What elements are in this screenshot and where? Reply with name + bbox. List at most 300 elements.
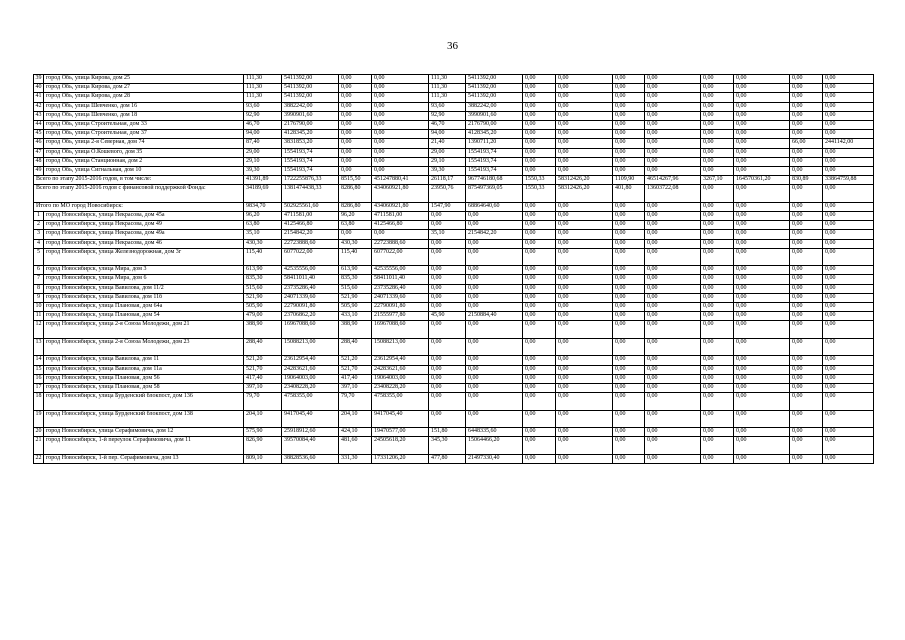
table-row [34,321,874,339]
area-cell: 0,00 [701,275,734,284]
cost-cell: 0,00 [734,157,790,166]
area-cell: 397,10 [339,383,372,392]
cost-cell: 0,00 [466,239,523,248]
area-cell: 0,00 [613,293,645,302]
cost-cell: 0,00 [556,75,613,84]
cost-cell: 0,00 [372,139,429,148]
table-row [34,383,874,392]
area-cell: 111,30 [429,84,466,93]
cost-cell: 0,00 [734,275,790,284]
cost-cell: 0,00 [645,166,701,175]
cost-cell: 22723888,60 [372,239,429,248]
address-cell: город Новосибирск, улица Плановая, дом 56 [44,374,244,383]
cost-cell: 23408228,20 [372,383,429,392]
cost-cell: 24071339,60 [282,293,339,302]
area-cell: 809,10 [244,454,282,463]
area-cell: 0,00 [701,393,734,411]
area-cell: 0,00 [429,374,466,383]
area-cell: 0,00 [613,102,645,111]
area-cell: 94,00 [244,130,282,139]
cost-cell: 0,00 [556,102,613,111]
cost-cell: 1554193,74 [466,166,523,175]
area-cell: 0,00 [790,410,823,428]
area-cell: 0,00 [523,383,556,392]
table-row [34,410,874,428]
area-cell: 35,10 [429,230,466,239]
cost-cell: 0,00 [734,321,790,339]
row-index-cell: 42 [34,102,44,111]
cost-cell: 16967088,60 [372,321,429,339]
cost-cell: 0,00 [556,93,613,102]
area-cell: 0,00 [429,338,466,356]
row-index-cell: 47 [34,148,44,157]
area-cell: 0,00 [523,437,556,455]
area-cell: 21,40 [429,139,466,148]
area-cell: 0,00 [790,356,823,365]
area-cell: 0,00 [790,293,823,302]
area-cell: 0,00 [701,293,734,302]
table-row [34,356,874,365]
address-cell: город Новосибирск, улица Вавилова, дом 11 [44,356,244,365]
address-cell: город Обь, улица Кирова, дом 25 [44,75,244,84]
area-cell: 0,00 [429,293,466,302]
cost-cell: 38828536,60 [282,454,339,463]
cost-cell: 0,00 [466,302,523,311]
cost-cell: 0,00 [556,157,613,166]
cost-cell: 0,00 [823,202,874,211]
cost-cell: 0,00 [372,93,429,102]
cost-cell: 1554193,74 [282,166,339,175]
row-index-cell: 46 [34,139,44,148]
cost-cell: 0,00 [556,111,613,120]
cost-cell: 24505618,20 [372,437,429,455]
cost-cell: 0,00 [645,428,701,437]
cost-cell: 5411392,00 [282,84,339,93]
cost-cell: 0,00 [645,230,701,239]
area-cell: 0,00 [701,139,734,148]
area-cell: 3267,10 [701,176,734,185]
area-cell: 8286,80 [339,202,372,211]
area-cell: 0,00 [429,321,466,339]
cost-cell: 25918912,60 [282,428,339,437]
area-cell: 0,00 [339,130,372,139]
area-cell: 0,00 [613,157,645,166]
cost-cell: 4758355,00 [372,393,429,411]
row-index-cell: 8 [34,284,44,293]
area-cell: 0,00 [523,365,556,374]
area-cell: 830,89 [790,176,823,185]
area-cell: 0,00 [790,93,823,102]
cost-cell: 0,00 [734,211,790,220]
cost-cell: 42535556,00 [372,266,429,275]
area-cell: 521,20 [244,356,282,365]
cost-cell: 5411392,00 [466,84,523,93]
area-cell: 0,00 [701,410,734,428]
area-cell: 0,00 [523,338,556,356]
cost-cell: 0,00 [372,84,429,93]
area-cell: 94,00 [429,130,466,139]
cost-cell: 0,00 [734,239,790,248]
area-cell: 0,00 [701,211,734,220]
area-cell: 0,00 [339,139,372,148]
cost-cell: 0,00 [645,102,701,111]
table-row [34,221,874,230]
row-index-cell: 44 [34,120,44,129]
cost-cell: 4128345,20 [466,130,523,139]
cost-cell: 0,00 [556,321,613,339]
cost-cell: 0,00 [823,312,874,321]
cost-cell: 0,00 [466,356,523,365]
cost-cell: 0,00 [734,428,790,437]
cost-cell: 0,00 [466,266,523,275]
cost-cell: 0,00 [823,75,874,84]
cost-cell: 0,00 [823,410,874,428]
cost-cell: 0,00 [645,321,701,339]
address-cell: город Обь, улица Станционная, дом 2 [44,157,244,166]
area-cell: 521,70 [244,365,282,374]
area-cell: 0,00 [790,221,823,230]
area-cell: 1109,90 [613,176,645,185]
area-cell: 0,00 [523,130,556,139]
cost-cell: 0,00 [645,84,701,93]
area-cell: 111,30 [244,75,282,84]
cost-cell: 58411011,40 [282,275,339,284]
area-cell: 0,00 [701,266,734,275]
cost-cell: 22790091,80 [282,302,339,311]
area-cell: 0,00 [613,139,645,148]
cost-cell: 1381474438,33 [282,185,339,203]
area-cell: 0,00 [523,111,556,120]
address-cell: город Новосибирск, 1-й переулок Серафимовича, дом 11 [44,437,244,455]
area-cell: 0,00 [790,284,823,293]
table-row [34,312,874,321]
area-cell: 0,00 [790,157,823,166]
area-cell: 0,00 [613,356,645,365]
area-cell: 79,70 [339,393,372,411]
area-cell: 0,00 [429,365,466,374]
area-cell: 835,30 [244,275,282,284]
cost-cell: 0,00 [734,437,790,455]
cost-cell: 0,00 [823,266,874,275]
row-index-cell: 5 [34,248,44,266]
table-row [34,302,874,311]
area-cell: 521,70 [339,365,372,374]
cost-cell: 0,00 [823,166,874,175]
area-cell: 0,00 [613,93,645,102]
cost-cell: 22790091,80 [372,302,429,311]
table-row [34,293,874,302]
area-cell: 0,00 [523,454,556,463]
address-cell: город Обь, улица Шевченко, дом 18 [44,111,244,120]
area-cell: 0,00 [701,221,734,230]
cost-cell: 0,00 [823,293,874,302]
row-index-cell: 2 [34,221,44,230]
area-cell: 0,00 [701,428,734,437]
cost-cell: 24071339,60 [372,293,429,302]
area-cell: 0,00 [523,166,556,175]
area-cell: 93,60 [429,102,466,111]
cost-cell: 1554193,74 [282,148,339,157]
cost-cell: 5411392,00 [282,93,339,102]
row-index-cell: 45 [34,130,44,139]
area-cell: 0,00 [701,321,734,339]
cost-cell: 0,00 [645,239,701,248]
area-cell: 288,40 [339,338,372,356]
area-cell: 0,00 [790,102,823,111]
area-cell: 521,20 [339,356,372,365]
area-cell: 417,40 [339,374,372,383]
cost-cell: 0,00 [372,157,429,166]
cost-cell: 434060921,80 [372,185,429,203]
cost-cell: 0,00 [823,102,874,111]
area-cell: 29,00 [429,148,466,157]
area-cell: 66,00 [790,139,823,148]
address-cell: город Обь, улица 2-я Северная, дом 74 [44,139,244,148]
area-cell: 0,00 [339,230,372,239]
area-cell: 0,00 [701,157,734,166]
area-cell: 0,00 [613,248,645,266]
area-cell: 0,00 [790,239,823,248]
area-cell: 424,10 [339,428,372,437]
area-cell: 0,00 [523,321,556,339]
cost-cell: 6077022,00 [282,248,339,266]
area-cell: 0,00 [613,211,645,220]
cost-cell: 0,00 [645,437,701,455]
area-cell: 1550,33 [523,185,556,203]
area-cell: 0,00 [429,356,466,365]
cost-cell: 0,00 [645,157,701,166]
cost-cell: 0,00 [734,166,790,175]
area-cell: 204,10 [244,410,282,428]
cost-cell: 6077022,00 [372,248,429,266]
cost-cell: 0,00 [556,393,613,411]
address-cell: город Обь, улица Строительная, дом 33 [44,120,244,129]
area-cell: 0,00 [790,338,823,356]
area-cell: 331,30 [339,454,372,463]
cost-cell: 0,00 [734,221,790,230]
area-cell: 430,30 [339,239,372,248]
cost-cell: 0,00 [734,130,790,139]
cost-cell: 23408228,20 [282,383,339,392]
area-cell: 0,00 [790,302,823,311]
address-cell: город Новосибирск, улица Некрасова, дом 49 [44,221,244,230]
cost-cell: 0,00 [645,284,701,293]
area-cell: 0,00 [701,437,734,455]
cost-cell: 0,00 [645,120,701,129]
area-cell: 0,00 [701,166,734,175]
cost-cell: 0,00 [466,211,523,220]
area-cell: 0,00 [523,284,556,293]
cost-cell: 0,00 [645,393,701,411]
table-row [34,148,874,157]
area-cell: 0,00 [790,84,823,93]
area-cell: 477,80 [429,454,466,463]
cost-cell: 0,00 [466,338,523,356]
summary-label-cell: Всего по этапу 2015-2016 годов, в том числе: [34,176,244,185]
area-cell: 0,00 [613,383,645,392]
area-cell: 505,90 [244,302,282,311]
cost-cell: 3990901,60 [282,111,339,120]
area-cell: 8286,80 [339,185,372,203]
area-cell: 0,00 [523,120,556,129]
area-cell: 0,00 [429,266,466,275]
cost-cell: 0,00 [734,185,790,203]
cost-cell: 24283621,60 [372,365,429,374]
cost-cell: 68864640,60 [466,202,523,211]
cost-cell: 13603722,08 [645,185,701,203]
area-cell: 0,00 [429,275,466,284]
cost-cell: 0,00 [734,148,790,157]
table-row [34,111,874,120]
area-cell: 0,00 [613,312,645,321]
cost-cell: 21497330,40 [466,454,523,463]
area-cell: 0,00 [429,239,466,248]
cost-cell: 0,00 [734,93,790,102]
table-row [34,284,874,293]
area-cell: 63,80 [339,221,372,230]
area-cell: 0,00 [790,365,823,374]
cost-cell: 3882242,00 [282,102,339,111]
area-cell: 0,00 [523,275,556,284]
area-cell: 34189,69 [244,185,282,203]
cost-cell: 0,00 [466,365,523,374]
cost-cell: 0,00 [645,75,701,84]
cost-cell: 15064466,20 [466,437,523,455]
area-cell: 93,60 [244,102,282,111]
cost-cell: 0,00 [645,221,701,230]
cost-cell: 15088213,00 [372,338,429,356]
cost-cell: 0,00 [734,230,790,239]
cost-cell: 0,00 [734,266,790,275]
area-cell: 0,00 [701,239,734,248]
cost-cell: 5411392,00 [466,75,523,84]
cost-cell: 0,00 [734,111,790,120]
table-row [34,275,874,284]
area-cell: 111,30 [429,75,466,84]
area-cell: 26118,17 [429,176,466,185]
area-cell: 0,00 [790,374,823,383]
row-index-cell: 15 [34,365,44,374]
table-row [34,202,874,211]
area-cell: 397,10 [244,383,282,392]
cost-cell: 1554193,74 [282,157,339,166]
area-cell: 515,60 [244,284,282,293]
cost-cell: 0,00 [556,302,613,311]
area-cell: 0,00 [523,410,556,428]
cost-cell: 58312426,20 [556,176,613,185]
cost-cell: 21555977,80 [372,312,429,321]
summary-label-cell: Всего по этапу 2015-2016 годов с финансовой поддержкой Фонда: [34,185,244,203]
address-cell: город Новосибирск, улица Железнодорожная, дом 3г [44,248,244,266]
cost-cell: 0,00 [823,248,874,266]
area-cell: 0,00 [790,312,823,321]
table-row [34,102,874,111]
area-cell: 151,80 [429,428,466,437]
cost-cell: 23612954,40 [282,356,339,365]
area-cell: 111,30 [429,93,466,102]
area-cell: 0,00 [523,157,556,166]
cost-cell: 39570084,40 [282,437,339,455]
area-cell: 521,90 [339,293,372,302]
area-cell: 0,00 [701,230,734,239]
table-row [34,338,874,356]
row-index-cell: 40 [34,84,44,93]
area-cell: 115,40 [339,248,372,266]
cost-cell: 0,00 [372,111,429,120]
area-cell: 0,00 [429,393,466,411]
cost-cell: 2150884,40 [466,312,523,321]
area-cell: 613,90 [244,266,282,275]
cost-cell: 0,00 [734,248,790,266]
cost-cell: 0,00 [556,293,613,302]
area-cell: 0,00 [523,230,556,239]
area-cell: 0,00 [790,393,823,411]
address-cell: город Новосибирск, улица Плановая, дом 54 [44,312,244,321]
cost-cell: 0,00 [823,130,874,139]
cost-cell: 0,00 [823,338,874,356]
cost-cell: 1390711,20 [466,139,523,148]
area-cell: 9834,70 [244,202,282,211]
cost-cell: 0,00 [734,84,790,93]
cost-cell: 0,00 [734,365,790,374]
cost-cell: 0,00 [645,338,701,356]
area-cell: 0,00 [613,166,645,175]
cost-cell: 0,00 [734,302,790,311]
cost-cell: 23612954,40 [372,356,429,365]
area-cell: 35,10 [244,230,282,239]
area-cell: 0,00 [701,111,734,120]
area-cell: 0,00 [790,230,823,239]
address-cell: город Обь, улица Сигнальная, дом 10 [44,166,244,175]
area-cell: 0,00 [613,266,645,275]
address-cell: город Обь, улица Шевченко, дом 16 [44,102,244,111]
row-index-cell: 7 [34,275,44,284]
cost-cell: 3990901,60 [466,111,523,120]
cost-cell: 0,00 [556,365,613,374]
area-cell: 0,00 [701,185,734,203]
cost-cell: 0,00 [734,374,790,383]
cost-cell: 0,00 [734,120,790,129]
area-cell: 0,00 [613,221,645,230]
area-cell: 288,40 [244,338,282,356]
cost-cell: 3831853,20 [282,139,339,148]
address-cell: город Новосибирск, улица Некрасова, дом 46 [44,239,244,248]
table-row [34,239,874,248]
area-cell: 0,00 [523,293,556,302]
cost-cell: 0,00 [466,248,523,266]
cost-cell: 19064003,00 [372,374,429,383]
cost-cell: 0,00 [466,374,523,383]
area-cell: 41391,89 [244,176,282,185]
cost-cell: 0,00 [556,211,613,220]
area-cell: 1550,33 [523,176,556,185]
cost-cell: 0,00 [556,130,613,139]
area-cell: 0,00 [523,148,556,157]
cost-cell: 0,00 [556,284,613,293]
area-cell: 29,10 [429,157,466,166]
cost-cell: 164570361,20 [734,176,790,185]
area-cell: 0,00 [523,75,556,84]
cost-cell: 0,00 [645,93,701,102]
cost-cell: 0,00 [734,393,790,411]
cost-cell: 0,00 [823,185,874,203]
row-index-cell: 18 [34,393,44,411]
table-row [34,176,874,185]
area-cell: 0,00 [790,148,823,157]
area-cell: 0,00 [701,120,734,129]
cost-cell: 9417045,40 [282,410,339,428]
area-cell: 505,90 [339,302,372,311]
